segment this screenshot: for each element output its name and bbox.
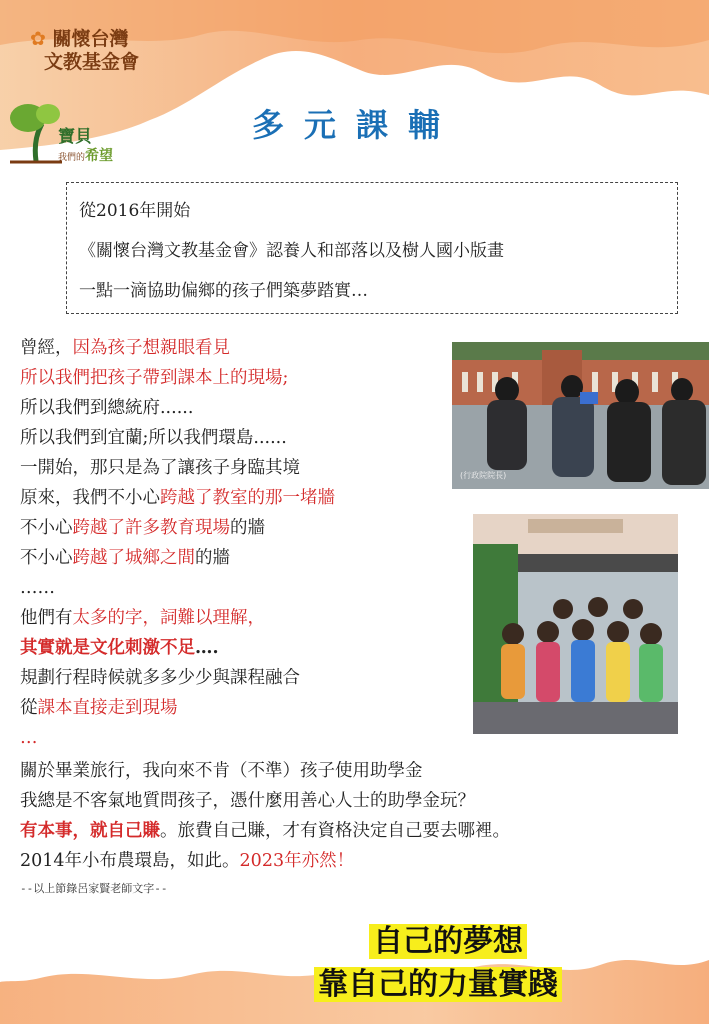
text-line	[20, 453, 450, 483]
text-segment: 課本直接走到現場	[37, 698, 178, 718]
text-line	[20, 603, 450, 633]
photo-caption: (行政院院長)	[460, 471, 507, 480]
text-segment: 跨越了城鄉之間	[72, 548, 195, 568]
intro-line: 從2016年開始	[79, 201, 191, 221]
text-line	[20, 513, 450, 543]
text-segment: 的牆	[230, 518, 265, 538]
text-line	[20, 693, 450, 723]
text-segment: 從	[20, 698, 38, 718]
text-line	[20, 756, 510, 786]
text-line	[20, 663, 450, 693]
text-segment: 不小心	[20, 548, 73, 568]
text-segment: 跨越了教室的那一堵牆	[160, 488, 335, 508]
text-segment: ……	[20, 578, 55, 598]
text-segment: 所以我們到總統府......	[20, 398, 194, 418]
text-segment: 有本事，就自己賺	[20, 821, 160, 841]
slogan-line2: 靠自己的力量實踐	[314, 967, 562, 1002]
text-line	[20, 423, 450, 453]
text-line	[20, 786, 510, 816]
text-line	[20, 483, 450, 513]
slogan-line1: 自己的夢想	[369, 924, 527, 959]
tree-logo-icon	[6, 96, 66, 166]
text-line	[20, 723, 450, 753]
text-segment: 2014年小布農環島，如此。	[20, 851, 240, 871]
text-segment: 曾經，	[20, 338, 73, 358]
text-line	[20, 393, 450, 423]
text-segment: 的牆	[195, 548, 230, 568]
text-line	[20, 816, 510, 846]
org-name-line2: 文教基金會	[44, 51, 140, 73]
text-segment: 規劃行程時候就多多少少與課程融合	[20, 668, 300, 688]
org-name-line1: 關懷台灣	[52, 28, 129, 50]
text-segment: 原來，我們不小心	[20, 488, 160, 508]
text-segment: ….	[195, 638, 219, 658]
text-segment: 所以我們把孩子帶到課本上的現場;	[20, 368, 289, 388]
text-segment: 太多的字，詞難以理解，	[72, 608, 265, 628]
text-line	[20, 363, 450, 393]
text-line	[20, 846, 510, 876]
text-segment: 不小心	[20, 518, 73, 538]
logo-our-text: 我們的	[58, 153, 86, 163]
text-segment: 其實就是文化刺激不足	[20, 638, 195, 658]
text-segment: 因為孩子想親眼看見	[72, 338, 230, 358]
intro-line: 《關懷台灣文教基金會》認養人和部落以及樹人國小版畫	[79, 241, 504, 261]
closing-paragraph	[20, 756, 510, 876]
text-line	[20, 333, 450, 363]
sprout-icon: ✿	[30, 28, 46, 50]
logo-baby-text: 寶貝	[58, 127, 92, 147]
text-segment: 關於畢業旅行，我向來不肯（不準）孩子使用助學金	[20, 761, 423, 781]
text-segment: 一開始，那只是為了讓孩子身臨其境	[20, 458, 300, 478]
text-segment: 所以我們到宜蘭;所以我們環島......	[20, 428, 287, 448]
presidential-office-photo	[452, 342, 709, 489]
text-segment: 2023年亦然！	[239, 851, 355, 871]
text-segment: …	[20, 728, 38, 748]
text-line	[20, 573, 450, 603]
intro-line: 一點一滴協助偏鄉的孩子們築夢踏實…	[79, 281, 368, 301]
text-segment: 跨越了許多教育現場	[72, 518, 230, 538]
text-line	[20, 543, 450, 573]
group-photo	[473, 514, 678, 734]
attribution-note: --以上節錄呂家賢老師文字--	[20, 882, 168, 895]
body-text	[20, 333, 450, 753]
text-segment: 。旅費自己賺，才有資格決定自己要去哪裡。	[160, 821, 510, 841]
text-segment: 我總是不客氣地質問孩子，憑什麼用善心人士的助學金玩？	[20, 791, 475, 811]
foundation-logo	[30, 28, 139, 74]
baby-hope-logo	[58, 128, 113, 167]
page-title: 多元課輔	[252, 106, 461, 144]
logo-hope-text: 希望	[85, 148, 114, 164]
text-segment: 他們有	[20, 608, 73, 628]
intro-box	[66, 182, 678, 314]
text-line	[20, 633, 450, 663]
